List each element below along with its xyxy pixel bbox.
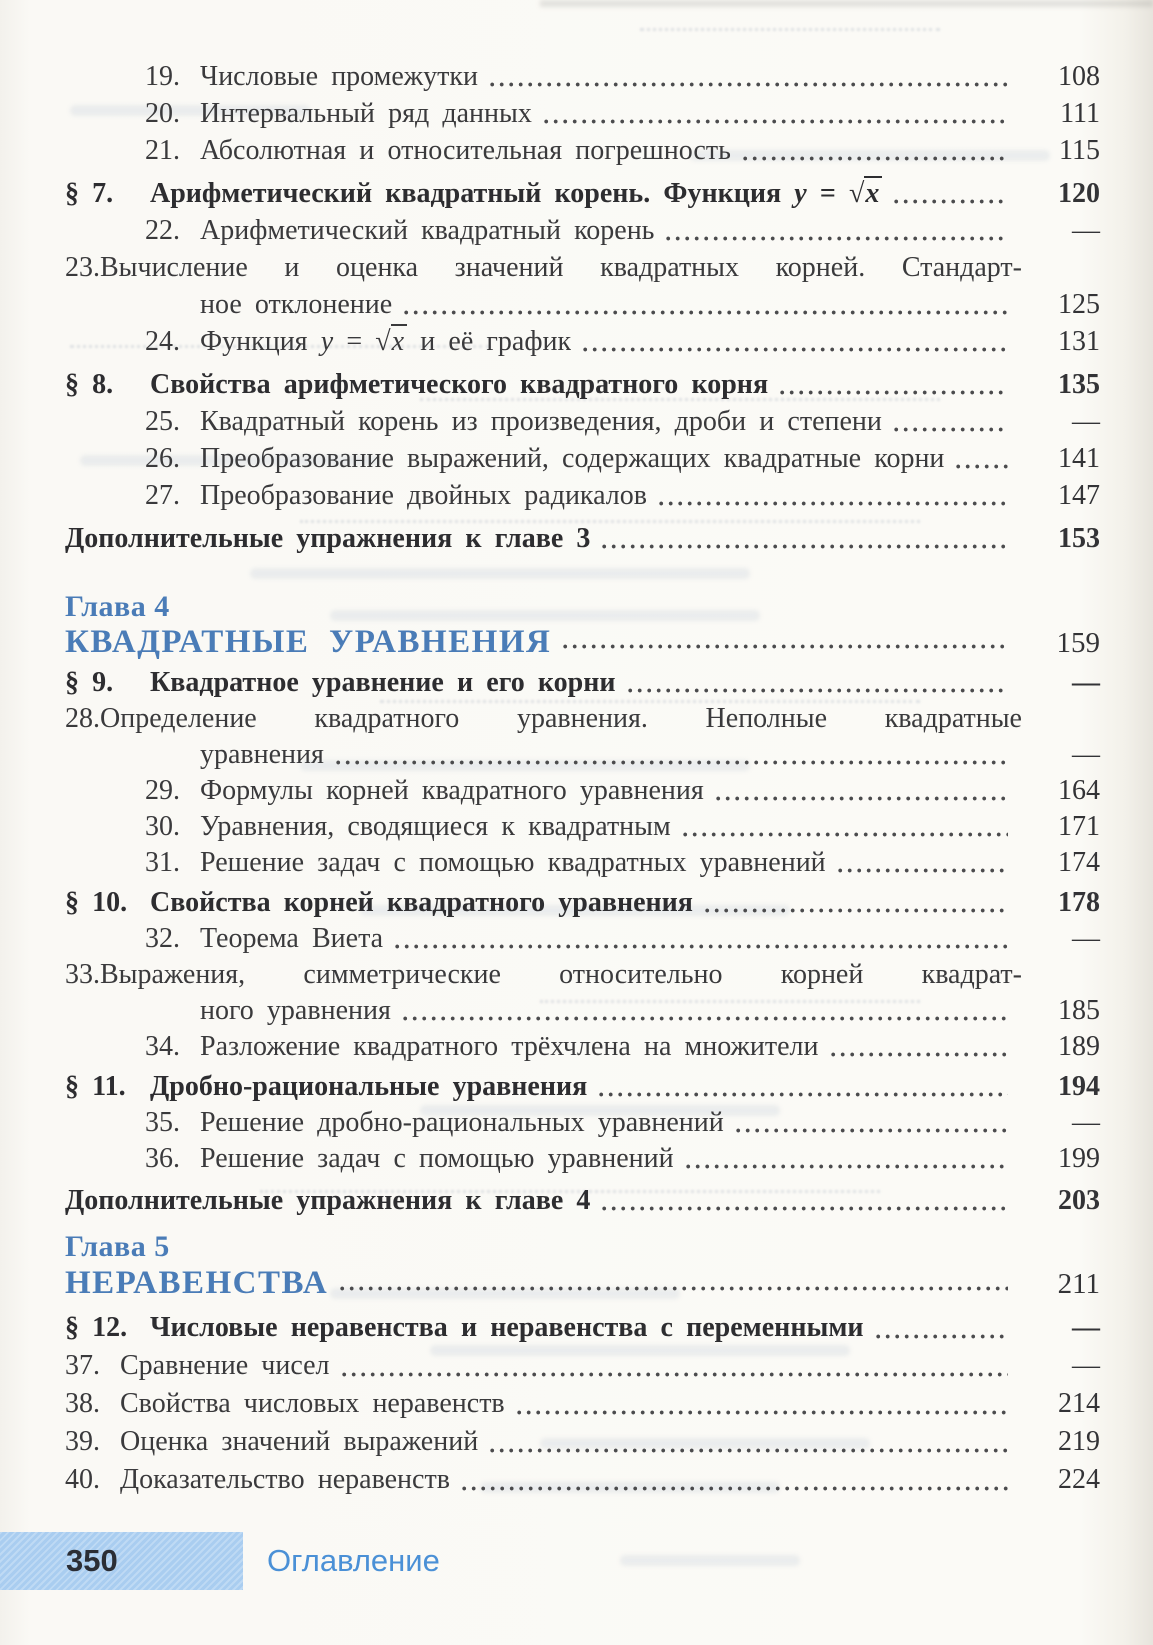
dot-leader bbox=[602, 1206, 1008, 1211]
toc-row bbox=[65, 1141, 1100, 1177]
row-title: ное отклонение bbox=[200, 289, 393, 320]
toc-block bbox=[65, 58, 1100, 557]
row-title: Интервальный ряд данных bbox=[200, 98, 532, 129]
dot-leader bbox=[659, 501, 1008, 506]
dot-leader bbox=[599, 1092, 1008, 1097]
row-number: 33. bbox=[65, 959, 100, 990]
toc-row bbox=[65, 440, 1100, 477]
toc-row bbox=[65, 286, 1100, 323]
row-title: Абсолютная и относительная погрешность bbox=[200, 135, 731, 166]
toc-row bbox=[65, 773, 1100, 809]
toc-row bbox=[65, 403, 1100, 440]
row-title: Квадратное уравнение и его корни bbox=[150, 667, 616, 698]
toc-row bbox=[65, 175, 1100, 212]
row-page-number: 125 bbox=[1058, 289, 1100, 320]
row-number: 36. bbox=[145, 1143, 180, 1174]
toc-row bbox=[65, 809, 1100, 845]
dot-leader bbox=[956, 464, 1008, 469]
toc-row bbox=[65, 520, 1100, 557]
row-title: Теорема Виета bbox=[200, 923, 384, 954]
toc-row bbox=[65, 1309, 1100, 1347]
row-title: Решение задач с помощью квадратных уравнений bbox=[200, 847, 826, 878]
dot-leader bbox=[490, 1448, 1008, 1453]
chapter-title: НЕРАВЕНСТВА bbox=[65, 1265, 329, 1301]
scan-edge-shadow bbox=[540, 0, 1153, 7]
row-title: Свойства числовых неравенств bbox=[120, 1388, 505, 1419]
row-title: Вычисление и оценка значений квадратных корней. Стандарт- bbox=[100, 252, 1022, 283]
toc-row bbox=[65, 665, 1100, 701]
row-title: Дополнительные упражнения к главе 3 bbox=[65, 523, 591, 554]
dot-leader bbox=[838, 868, 1008, 873]
row-number: 22. bbox=[145, 215, 180, 246]
row-number: 21. bbox=[145, 135, 180, 166]
dot-leader bbox=[395, 944, 1008, 949]
row-number: 27. bbox=[145, 480, 180, 511]
row-title: Арифметический квадратный корень. Функция y = √x bbox=[150, 175, 882, 212]
toc-row bbox=[65, 1069, 1100, 1105]
footer-band bbox=[0, 1532, 243, 1590]
chapter-label: Глава 5 bbox=[65, 1230, 170, 1263]
dot-leader bbox=[490, 82, 1008, 87]
dot-leader bbox=[831, 1052, 1009, 1057]
row-title: Формулы корней квадратного уравнения bbox=[200, 775, 704, 806]
row-number: 20. bbox=[145, 98, 180, 129]
dot-leader bbox=[563, 644, 1008, 649]
toc-row bbox=[65, 58, 1100, 95]
bleedthrough-artifact bbox=[250, 568, 750, 579]
row-number: 40. bbox=[65, 1464, 100, 1495]
row-page-number: — bbox=[1072, 1350, 1100, 1381]
row-title: Сравнение чисел bbox=[120, 1350, 330, 1381]
row-title: Числовые неравенства и неравенства с переменными bbox=[150, 1312, 864, 1343]
toc-row bbox=[65, 845, 1100, 881]
row-page-number: — bbox=[1072, 1312, 1100, 1343]
dot-leader bbox=[342, 1372, 1008, 1377]
row-number: § 9. bbox=[65, 667, 114, 698]
dot-leader bbox=[683, 832, 1008, 837]
row-number: 34. bbox=[145, 1031, 180, 1062]
toc-block bbox=[65, 1230, 1100, 1499]
dot-leader bbox=[583, 347, 1008, 352]
dot-leader bbox=[894, 427, 1008, 432]
dot-leader bbox=[336, 760, 1008, 765]
row-page-number: 115 bbox=[1059, 135, 1100, 166]
dot-leader bbox=[403, 1016, 1008, 1021]
chapter-title-row bbox=[65, 624, 1100, 661]
row-title: ного уравнения bbox=[200, 995, 391, 1026]
chapter-page-number: 211 bbox=[1057, 1268, 1100, 1300]
row-number: 25. bbox=[145, 406, 180, 437]
toc-row bbox=[65, 212, 1100, 249]
row-number: § 10. bbox=[65, 887, 128, 918]
row-title: Уравнения, сводящиеся к квадратным bbox=[200, 811, 671, 842]
row-page-number: 131 bbox=[1058, 326, 1100, 357]
row-number: § 12. bbox=[65, 1312, 128, 1343]
row-page-number: 153 bbox=[1058, 523, 1100, 554]
row-page-number: 147 bbox=[1058, 480, 1100, 511]
chapter-title-row bbox=[65, 1264, 1100, 1303]
row-page-number: — bbox=[1072, 739, 1100, 770]
dot-leader bbox=[462, 1486, 1008, 1491]
row-number: § 8. bbox=[65, 369, 114, 400]
row-page-number: 174 bbox=[1058, 847, 1100, 878]
toc-row bbox=[65, 957, 1100, 993]
row-number: 19. bbox=[145, 61, 180, 92]
row-title: Числовые промежутки bbox=[200, 61, 478, 92]
row-page-number: 189 bbox=[1058, 1031, 1100, 1062]
row-page-number: 120 bbox=[1058, 178, 1100, 209]
chapter-title: КВАДРАТНЫЕ УРАВНЕНИЯ bbox=[65, 624, 552, 660]
toc-row bbox=[65, 249, 1100, 286]
toc-row bbox=[65, 132, 1100, 169]
row-title: Решение дробно-рациональных уравнений bbox=[200, 1107, 724, 1138]
dot-leader bbox=[517, 1410, 1008, 1415]
row-page-number: — bbox=[1072, 1107, 1100, 1138]
dot-leader bbox=[544, 119, 1008, 124]
toc-block bbox=[65, 590, 1100, 1219]
dot-leader bbox=[666, 236, 1008, 241]
row-number: 37. bbox=[65, 1350, 100, 1381]
row-title: Решение задач с помощью уравнений bbox=[200, 1143, 674, 1174]
row-page-number: 171 bbox=[1058, 811, 1100, 842]
row-number: 24. bbox=[145, 326, 180, 357]
row-number: § 7. bbox=[65, 178, 114, 209]
toc-row bbox=[65, 1347, 1100, 1385]
row-title: Функция y = √x и её график bbox=[200, 326, 572, 357]
toc-row bbox=[65, 1423, 1100, 1461]
row-number: 38. bbox=[65, 1388, 100, 1419]
toc-row bbox=[65, 1385, 1100, 1423]
row-page-number: 185 bbox=[1058, 995, 1100, 1026]
row-number: 35. bbox=[145, 1107, 180, 1138]
row-number: 32. bbox=[145, 923, 180, 954]
row-page-number: 224 bbox=[1058, 1464, 1100, 1495]
row-page-number: 111 bbox=[1060, 98, 1100, 129]
dot-leader bbox=[876, 1334, 1008, 1339]
row-title: Определение квадратного уравнения. Неполные квадратные bbox=[100, 703, 1022, 734]
dot-leader bbox=[686, 1164, 1008, 1169]
toc-row bbox=[65, 1461, 1100, 1499]
toc-row bbox=[65, 323, 1100, 360]
row-page-number: — bbox=[1072, 923, 1100, 954]
row-page-number: 194 bbox=[1058, 1071, 1100, 1102]
bleedthrough-artifact bbox=[640, 28, 940, 31]
dot-leader bbox=[780, 390, 1008, 395]
row-number: § 11. bbox=[65, 1071, 126, 1102]
row-number: 29. bbox=[145, 775, 180, 806]
footer-section-title: Оглавление bbox=[267, 1543, 440, 1578]
row-page-number: 141 bbox=[1058, 443, 1100, 474]
row-page-number: 135 bbox=[1058, 369, 1100, 400]
toc-row bbox=[65, 993, 1100, 1029]
row-page-number: 164 bbox=[1058, 775, 1100, 806]
row-title: Оценка значений выражений bbox=[120, 1426, 479, 1457]
row-title: Свойства арифметического квадратного корня bbox=[150, 369, 769, 400]
dot-leader bbox=[404, 310, 1008, 315]
row-page-number: — bbox=[1072, 667, 1100, 698]
row-page-number: 203 bbox=[1058, 1185, 1100, 1216]
toc-row bbox=[65, 1029, 1100, 1065]
row-page-number: 214 bbox=[1058, 1388, 1100, 1419]
sqrt-radical: √x bbox=[375, 324, 407, 357]
row-number: 30. bbox=[145, 811, 180, 842]
toc-row bbox=[65, 366, 1100, 403]
row-page-number: 178 bbox=[1058, 887, 1100, 918]
row-title: Дробно-рациональные уравнения bbox=[150, 1071, 588, 1102]
chapter-page-number: 159 bbox=[1056, 627, 1100, 659]
dot-leader bbox=[628, 688, 1008, 693]
dot-leader bbox=[716, 796, 1008, 801]
bleedthrough-artifact bbox=[620, 1555, 800, 1566]
dot-leader bbox=[736, 1128, 1008, 1133]
toc-row bbox=[65, 95, 1100, 132]
row-number: 26. bbox=[145, 443, 180, 474]
row-title: Дополнительные упражнения к главе 4 bbox=[65, 1185, 591, 1216]
dot-leader bbox=[743, 156, 1008, 161]
row-page-number: 108 bbox=[1058, 61, 1100, 92]
page-number: 350 bbox=[66, 1543, 118, 1578]
toc-row bbox=[65, 737, 1100, 773]
row-page-number: — bbox=[1072, 406, 1100, 437]
row-page-number: 219 bbox=[1058, 1426, 1100, 1457]
row-title: Разложение квадратного трёхчлена на множители bbox=[200, 1031, 819, 1062]
toc-row bbox=[65, 885, 1100, 921]
row-page-number: 199 bbox=[1058, 1143, 1100, 1174]
toc-row bbox=[65, 1183, 1100, 1219]
toc-row bbox=[65, 1105, 1100, 1141]
row-title: Преобразование выражений, содержащих квадратные корни bbox=[200, 443, 945, 474]
row-title: Квадратный корень из произведения, дроби и степени bbox=[200, 406, 882, 437]
sqrt-radical: √x bbox=[849, 176, 882, 209]
row-title: Доказательство неравенств bbox=[120, 1464, 450, 1495]
row-title: Свойства корней квадратного уравнения bbox=[150, 887, 693, 918]
row-number: 39. bbox=[65, 1426, 100, 1457]
row-number: 23. bbox=[65, 252, 100, 283]
row-number: 31. bbox=[145, 847, 180, 878]
row-title: Преобразование двойных радикалов bbox=[200, 480, 647, 511]
toc-row bbox=[65, 921, 1100, 957]
dot-leader bbox=[894, 199, 1008, 204]
chapter-label: Глава 4 bbox=[65, 590, 170, 623]
dot-leader bbox=[340, 1286, 1008, 1291]
row-title: Выражения, симметрические относительно корней квадрат- bbox=[100, 959, 1022, 990]
row-number: 28. bbox=[65, 703, 100, 734]
dot-leader bbox=[705, 908, 1008, 913]
toc-row bbox=[65, 701, 1100, 737]
toc-row bbox=[65, 477, 1100, 514]
dot-leader bbox=[602, 544, 1008, 549]
row-page-number: — bbox=[1072, 215, 1100, 246]
row-title: уравнения bbox=[200, 739, 324, 770]
row-title: Арифметический квадратный корень bbox=[200, 215, 655, 246]
